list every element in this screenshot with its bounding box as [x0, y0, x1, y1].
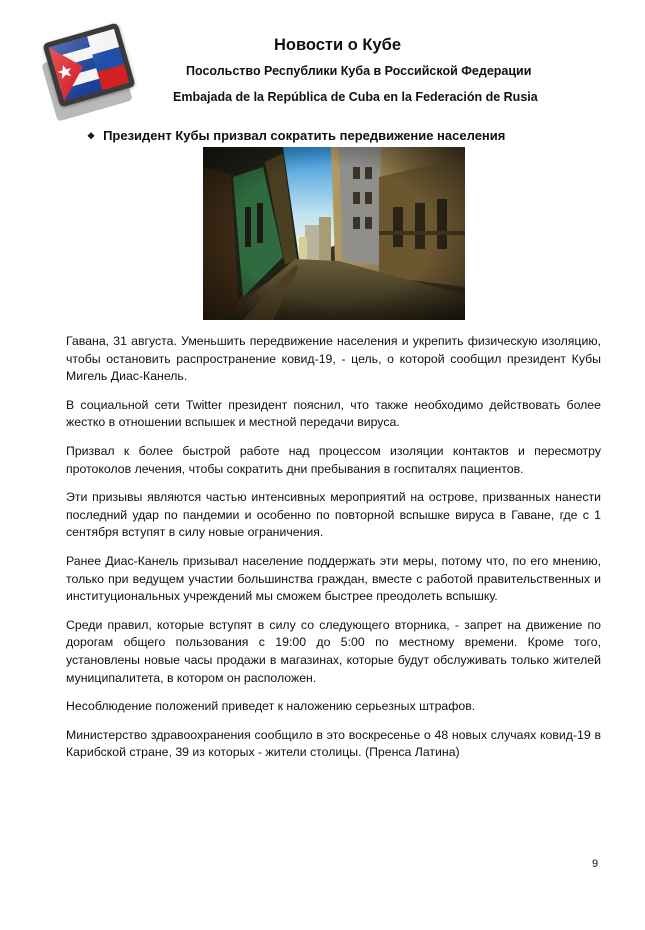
paragraph: Ранее Диас-Канель призывал население поддержать эти меры, потому что, по его мнению, только при ведущем участии большинства граждан, вместе с работой правительственных и институциональных учреждений мы сможем быстрее преодолеть вспышку.: [66, 553, 601, 604]
article-body: [66, 333, 601, 773]
paragraph: Призвал к более быстрой работе над процессом изоляции контактов и пересмотру протоколов лечения, чтобы сократить дни пребывания в госпиталях пациентов.: [66, 443, 601, 476]
havana-street-photo: [203, 147, 465, 320]
page-number: 9: [592, 858, 599, 870]
bullet-icon: ❖: [87, 131, 96, 141]
paragraph: Министерство здравоохранения сообщило в это воскресенье о 48 новых случаях ковид-19 в Карибской стране, 39 из которых - жители столицы. (Пренса Латина): [66, 727, 601, 760]
paragraph: Несоблюдение положений приведет к наложению серьезных штрафов.: [66, 699, 476, 714]
headline-text: Президент Кубы призвал сократить передвижение населения: [103, 128, 506, 143]
paragraph: В социальной сети Twitter президент пояснил, что также необходимо действовать более жестко в отношении вспышек и местной передачи вируса.: [66, 397, 601, 430]
page-title: Новости о Кубе: [273, 36, 402, 54]
embassy-name-es: Embajada de la República de Cuba en la Federación de Rusia: [173, 90, 538, 104]
article-headline: [87, 128, 505, 143]
embassy-name-ru: Посольство Республики Куба в Российской Федерации: [186, 64, 532, 78]
paragraph: Эти призывы являются частью интенсивных мероприятий на острове, призванных нанести последний удар по пандемии и особенно по повторной вспышке вируса в Гаване, где с 1 сентября вступят в силу новые ограничения.: [66, 490, 601, 540]
paragraph: Среди правил, которые вступят в силу со следующего вторника, - запрет на движение по дорогам общего пользования с 19:00 до 5:00 по местному времени. Кроме того, установлены новые часы продажи в магазинах, которые будут обслуживать только жителей муниципалитета, в котором он расположен.: [66, 617, 601, 685]
paragraph: Гавана, 31 августа. Уменьшить передвижение населения и укрепить физическую изоляцию, чтобы остановить распространение ковид-19, - цель, о которой сообщил президент Кубы Мигель Диас-Канель.: [66, 334, 601, 384]
